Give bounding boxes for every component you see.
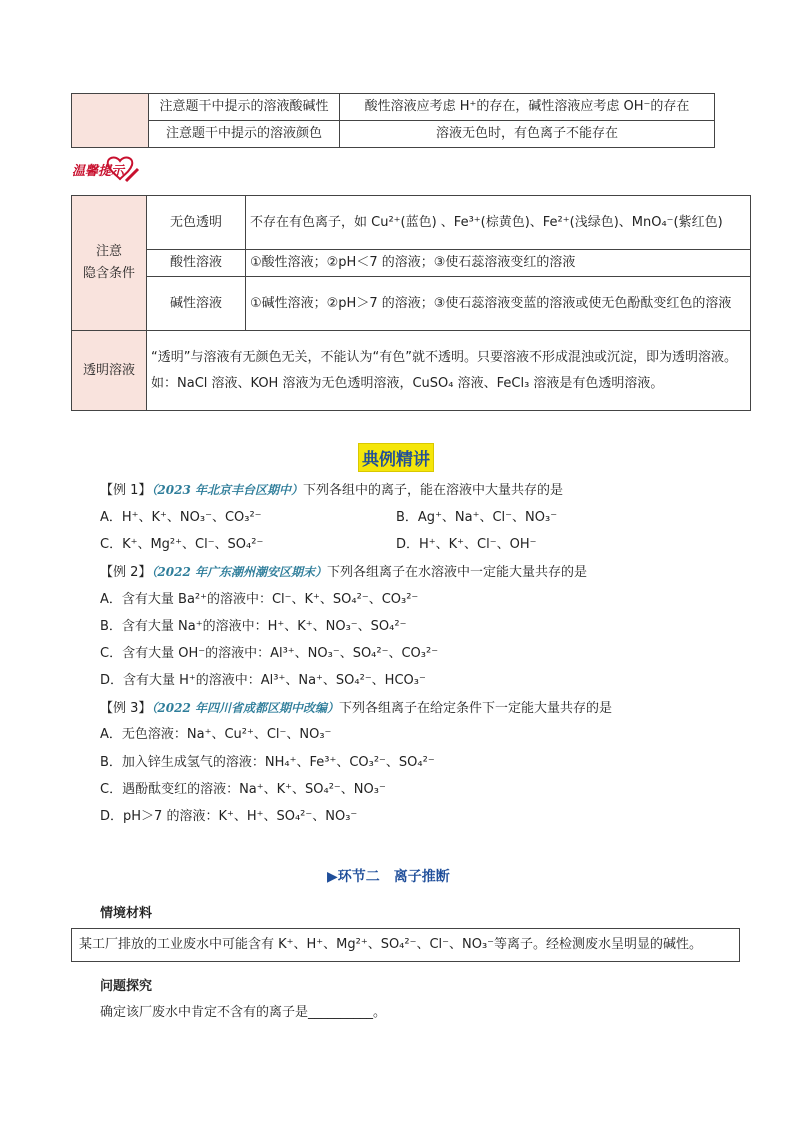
- part2-heading: ▶环节二 离子推断: [327, 869, 450, 885]
- example-1-option-d: D．H⁺、K⁺、Cl⁻、OH⁻: [396, 537, 537, 552]
- example-tag: 【例 1】: [100, 483, 152, 498]
- example-3-option-c: C．遇酚酞变红的溶液：Na⁺、K⁺、SO₄²⁻、NO₃⁻: [100, 782, 386, 797]
- implicit-label-2: 隐含条件: [82, 266, 135, 281]
- top-table-note: 酸性溶液应考虑 H⁺的存在，碱性溶液应考虑 OH⁻的存在: [340, 94, 715, 121]
- example-3-question: [100, 699, 612, 718]
- example-tag: 【例 2】: [100, 565, 152, 580]
- example-source: （2022 年广东潮州潮安区期末）: [151, 565, 327, 579]
- condition-label: 碱性溶液: [147, 277, 246, 331]
- section-title: 典例精讲: [358, 443, 434, 472]
- example-2-option-b: B．含有大量 Na⁺的溶液中：H⁺、K⁺、NO₃⁻、SO₄²⁻: [100, 619, 407, 634]
- example-source: （2022 年四川省成都区期中改编）: [151, 701, 339, 715]
- example-1-question: [100, 481, 563, 500]
- example-3-option-a: A．无色溶液：Na⁺、Cu²⁺、Cl⁻、NO₃⁻: [100, 727, 332, 742]
- tip-badge-text: 温馨提示: [72, 164, 125, 179]
- example-2-option-c: C．含有大量 OH⁻的溶液中：Al³⁺、NO₃⁻、SO₄²⁻、CO₃²⁻: [100, 646, 439, 661]
- condition-label: 酸性溶液: [147, 250, 246, 277]
- example-2-option-d: D．含有大量 H⁺的溶液中：Al³⁺、Na⁺、SO₄²⁻、HCO₃⁻: [100, 673, 426, 688]
- material-box: 某工厂排放的工业废水中可能含有 K⁺、H⁺、Mg²⁺、SO₄²⁻、Cl⁻、NO₃⁻等离子。经检测废水呈明显的碱性。: [71, 928, 740, 962]
- condition-text: 不存在有色离子，如 Cu²⁺(蓝色) 、Fe³⁺(棕黄色)、Fe²⁺(浅绿色)、MnO₄⁻(紫红色): [246, 196, 751, 250]
- condition-label: 无色透明: [147, 196, 246, 250]
- example-2-option-a: A．含有大量 Ba²⁺的溶液中：Cl⁻、K⁺、SO₄²⁻、CO₃²⁻: [100, 592, 419, 607]
- example-source: （2023 年北京丰台区期中）: [151, 483, 303, 497]
- example-1-option-b: B．Ag⁺、Na⁺、Cl⁻、NO₃⁻: [396, 510, 558, 525]
- implicit-condition-cell: [72, 196, 147, 331]
- example-3-option-d: D．pH＞7 的溶液：K⁺、H⁺、SO₄²⁻、NO₃⁻: [100, 809, 358, 824]
- transparent-label: 透明溶液: [72, 331, 147, 411]
- example-question-text: 下列各组离子在给定条件下一定能大量共存的是: [338, 701, 612, 716]
- tip-table: [71, 195, 751, 411]
- example-3-option-b: B．加入锌生成氢气的溶液：NH₄⁺、Fe³⁺、CO₃²⁻、SO₄²⁻: [100, 755, 435, 770]
- example-tag: 【例 3】: [100, 701, 152, 716]
- example-1-option-a: A．H⁺、K⁺、NO₃⁻、CO₃²⁻: [100, 510, 262, 525]
- condition-text: ①酸性溶液；②pH＜7 的溶液；③使石蕊溶液变红的溶液: [246, 250, 751, 277]
- top-table-condition: 注意题干中提示的溶液颜色: [149, 121, 340, 148]
- material-label: 情境材料: [100, 906, 153, 921]
- top-table-condition: 注意题干中提示的溶液酸碱性: [149, 94, 340, 121]
- example-1-option-c: C．K⁺、Mg²⁺、Cl⁻、SO₄²⁻: [100, 537, 264, 552]
- tip-badge: [72, 155, 142, 183]
- top-table: [71, 93, 715, 148]
- top-table-side-cell: [72, 94, 149, 148]
- inquiry-label: 问题探究: [100, 979, 153, 994]
- inquiry-text: 确定该厂废水中肯定不含有的离子是__________。: [100, 1005, 387, 1020]
- transparent-text: “透明”与溶液有无颜色无关，不能认为“有色”就不透明。只要溶液不形成混浊或沉淀，即为透明溶液。如：NaCl 溶液、KOH 溶液为无色透明溶液，CuSO₄ 溶液、FeCl₃ 溶液是有色透明溶液。: [147, 331, 751, 411]
- top-table-note: 溶液无色时，有色离子不能存在: [340, 121, 715, 148]
- example-question-text: 下列各组离子在水溶液中一定能大量共存的是: [326, 565, 587, 580]
- implicit-label-1: 注意: [95, 244, 122, 259]
- example-2-question: [100, 563, 587, 582]
- example-question-text: 下列各组中的离子，能在溶液中大量共存的是: [302, 483, 563, 498]
- condition-text: ①碱性溶液；②pH＞7 的溶液；③使石蕊溶液变蓝的溶液或使无色酚酞变红色的溶液: [246, 277, 751, 331]
